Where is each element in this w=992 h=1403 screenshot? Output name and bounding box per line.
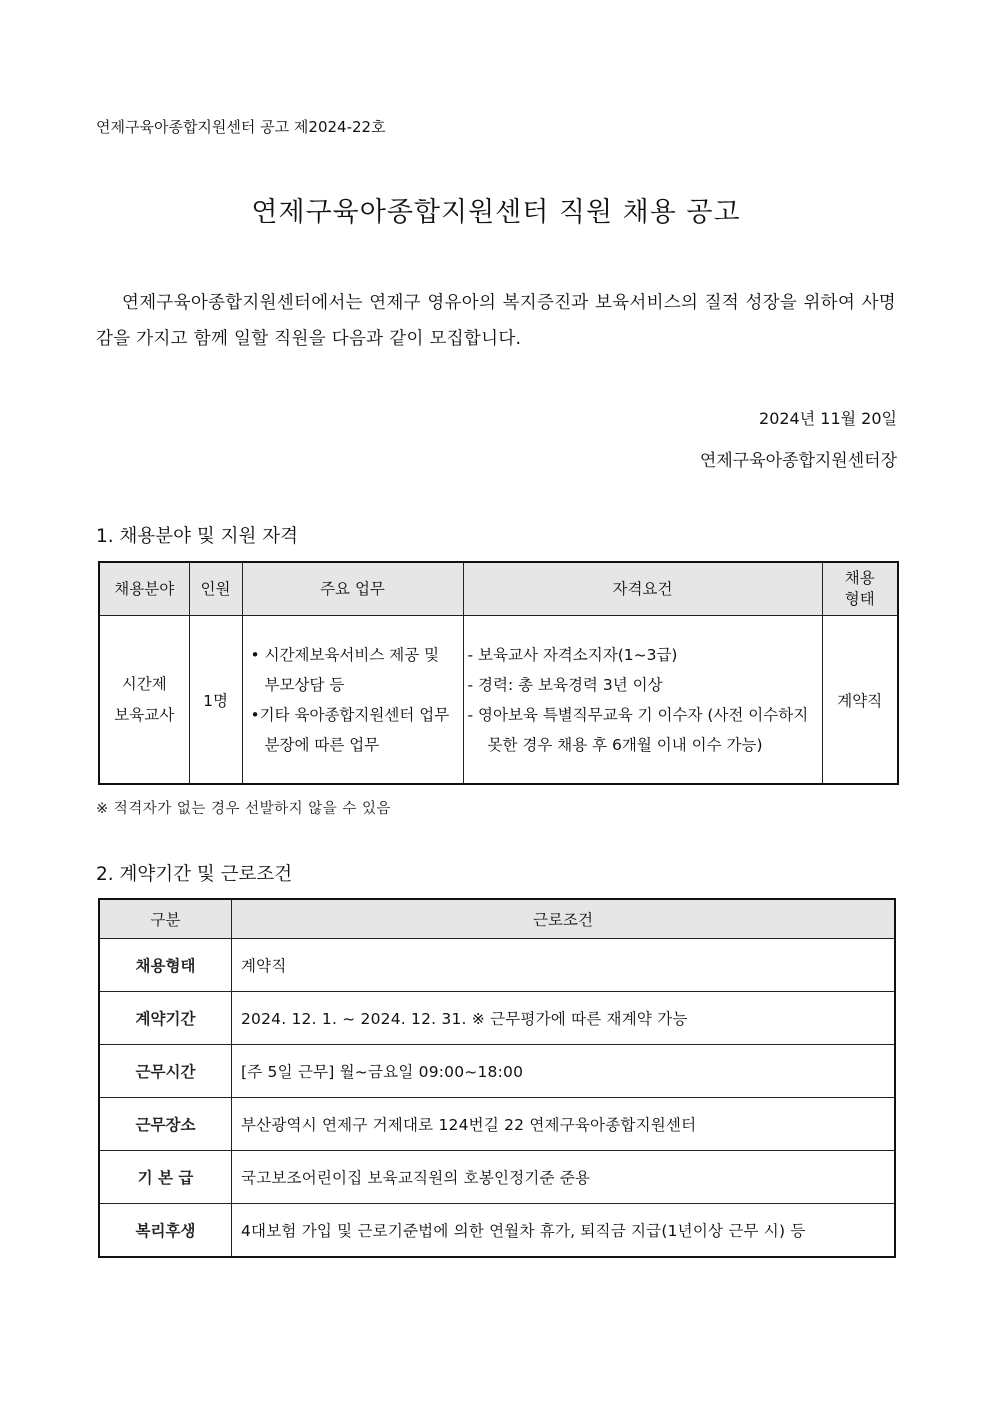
field-cell — [99, 616, 189, 785]
section1-title: 1. 채용분야 및 지원 자격 — [96, 526, 299, 547]
signer: 연제구육아종합지원센터장 — [699, 451, 897, 471]
qualifications-cell — [463, 616, 822, 785]
table-row — [99, 1204, 895, 1258]
field-line2: 보육교사 — [114, 705, 175, 724]
header-qualifications: 자격요건 — [463, 562, 822, 616]
row-value: 2024. 12. 1. ~ 2024. 12. 31. ※ 근무평가에 따른 재계약 가능 — [232, 992, 896, 1045]
row-value: 부산광역시 연제구 거제대로 124번길 22 연제구육아종합지원센터 — [232, 1098, 896, 1151]
field-line1: 시간제 — [121, 674, 167, 693]
section2-title: 2. 계약기간 및 근로조건 — [96, 864, 293, 885]
qualification-item: - 경력: 총 보육경력 3년 이상 — [467, 675, 663, 694]
table-row — [99, 1151, 895, 1204]
row-value: [주 5일 근무] 월~금요일 09:00~18:00 — [232, 1045, 896, 1098]
table-row — [99, 992, 895, 1045]
row-value: 4대보험 가입 및 근로기준법에 의한 연월차 휴가, 퇴직금 지급(1년이상 근무 시) 등 — [232, 1204, 896, 1258]
row-value: 계약직 — [232, 939, 896, 992]
intro-paragraph: 연제구육아종합지원센터에서는 연제구 영유아의 복지증진과 보육서비스의 질적 성장을 위하여 사명감을 가지고 함께 일할 직원을 다음과 같이 모집합니다. — [96, 293, 896, 349]
notice-date: 2024년 11월 20일 — [759, 409, 897, 428]
header-field: 채용분야 — [99, 562, 189, 616]
qualification-item: - 보육교사 자격소지자(1~3급) — [467, 645, 678, 664]
footnote: ※ 적격자가 없는 경우 선발하지 않을 수 있음 — [96, 801, 392, 817]
recruitment-table-header — [99, 562, 898, 616]
qualification-item: - 영아보육 특별직무교육 기 이수자 (사전 이수하지 못한 경우 채용 후 6개월 이내 이수 가능) — [467, 705, 809, 754]
header-type-line1: 채용 — [844, 569, 875, 587]
header-type-line2: 형태 — [844, 590, 875, 608]
row-label: 채용형태 — [99, 939, 232, 992]
table-row — [99, 616, 898, 785]
duty-item: • 시간제보육서비스 제공 및 부모상담 등 — [250, 645, 440, 694]
recruitment-table — [98, 561, 899, 785]
count-cell: 1명 — [189, 616, 242, 785]
row-label: 근무시간 — [99, 1045, 232, 1098]
page-title: 연제구육아종합지원센터 직원 채용 공고 — [251, 197, 741, 228]
type-cell: 계약직 — [822, 616, 898, 785]
conditions-table-header — [99, 899, 895, 939]
header-duties: 주요 업무 — [242, 562, 463, 616]
header-count: 인원 — [189, 562, 242, 616]
notice-number: 연제구육아종합지원센터 공고 제2024-22호 — [96, 118, 386, 136]
table-row — [99, 939, 895, 992]
header-conditions: 근로조건 — [232, 899, 896, 939]
table-row — [99, 1098, 895, 1151]
table-row — [99, 1045, 895, 1098]
row-label: 계약기간 — [99, 992, 232, 1045]
header-type — [822, 562, 898, 616]
duties-cell — [242, 616, 463, 785]
row-value: 국고보조어린이집 보육교직원의 호봉인정기준 준용 — [232, 1151, 896, 1204]
header-category: 구분 — [99, 899, 232, 939]
row-label: 근무장소 — [99, 1098, 232, 1151]
conditions-table — [98, 898, 896, 1258]
row-label: 기 본 급 — [99, 1151, 232, 1204]
row-label: 복리후생 — [99, 1204, 232, 1258]
duty-item: •기타 육아종합지원센터 업무분장에 따른 업무 — [250, 705, 450, 754]
